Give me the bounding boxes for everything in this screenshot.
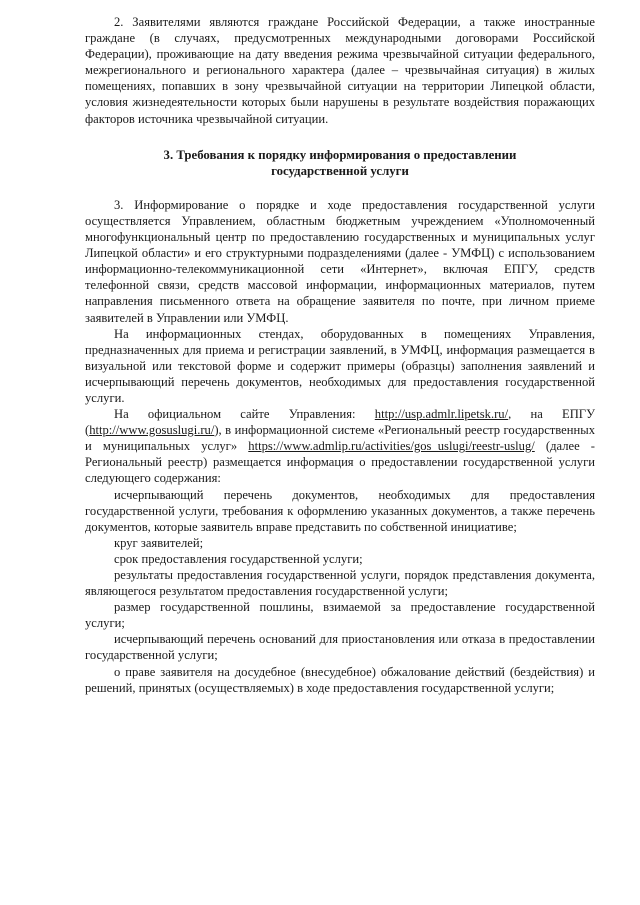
- list-item: о праве заявителя на досудебное (внесудебное) обжалование действий (бездействия) и решений, принятых (осуществляемых) в ходе предоставления государственной услуги;: [85, 664, 595, 695]
- paragraph-3: 3. Информирование о порядке и ходе предоставления государственной услуги осуществляется Управлением, областным бюджетным учреждением «Уполномоченный многофункциональный центр по предоставлению государственных и муниципальных услуг Липецкой области» и его структурными подразделениями (далее - УМФЦ) с использованием информационно-телекоммуникационной сети «Интернет», включая ЕПГУ, средств телефонной связи, средств массовой информации, информационных материалов, путем направления письменного ответа на обращение заявителя по почте, при личном приеме заявителей в Управлении или УМФЦ.: [85, 197, 595, 325]
- site-mid-text-1: , на ЕПГУ (: [85, 407, 595, 438]
- list-item: результаты предоставления государственной услуги, порядок представления документа, являющегося результатом предоставления государственной услуги;: [85, 568, 595, 599]
- document-page: [85, 14, 595, 696]
- official-site-link[interactable]: http://usp.admlr.lipetsk.ru/: [374, 407, 509, 422]
- list-item: исчерпывающий перечень документов, необходимых для предоставления государственной услуги, требования к оформлению указанных документов, а также перечень документов, которые заявитель вправе представить по собственной инициативе;: [85, 487, 595, 534]
- paragraph-2: 2. Заявителями являются граждане Российской Федерации, а также иностранные граждане (в случаях, предусмотренных международными договорами Российской Федерации), проживающие на дату введения режима чрезвычайной ситуации федерального, межрегионального и регионального характера (далее – чрезвычайная ситуация) в жилых помещениях, попавших в зону чрезвычайной ситуации на территории Липецкой области, условия жизнедеятельности которых были нарушены в результате воздействия поражающих факторов источника чрезвычайной ситуации.: [85, 15, 595, 126]
- site-end-text: (далее - Региональный реестр) размещается информация о предоставлении государственной услуги следующего содержания:: [85, 439, 595, 486]
- regional-registry-link[interactable]: https://www.admlip.ru/activities/gos_uslugi/reestr-uslug/: [248, 439, 535, 454]
- gosuslugi-link[interactable]: http://www.gosuslugi.ru/: [89, 423, 215, 438]
- list-item: исчерпывающий перечень оснований для приостановления или отказа в предоставлении государственной услуги;: [85, 632, 595, 663]
- site-intro-text: На официальном сайте Управления:: [114, 407, 375, 422]
- list-item: круг заявителей;: [114, 535, 204, 550]
- list-item: размер государственной пошлины, взимаемой за предоставление государственной услуги;: [85, 600, 595, 631]
- paragraph-official-site: [85, 406, 595, 486]
- list-item: срок предоставления государственной услуги;: [114, 551, 363, 566]
- section-heading-3: 3. Требования к порядку информирования о предоставлении государственной услуги: [163, 147, 517, 178]
- paragraph-info-stands: На информационных стендах, оборудованных в помещениях Управления, предназначенных для приема и регистрации заявлений, в УМФЦ, информация размещается в визуальной или текстовой форме и содержит примеры (образцы) заполнения заявлений и исчерпывающий перечень документов, необходимых для предоставления государственной услуги.: [85, 326, 595, 405]
- site-mid-text-2: ), в информационной системе «Региональный реестр государственных и муниципальных услуг»: [85, 423, 595, 454]
